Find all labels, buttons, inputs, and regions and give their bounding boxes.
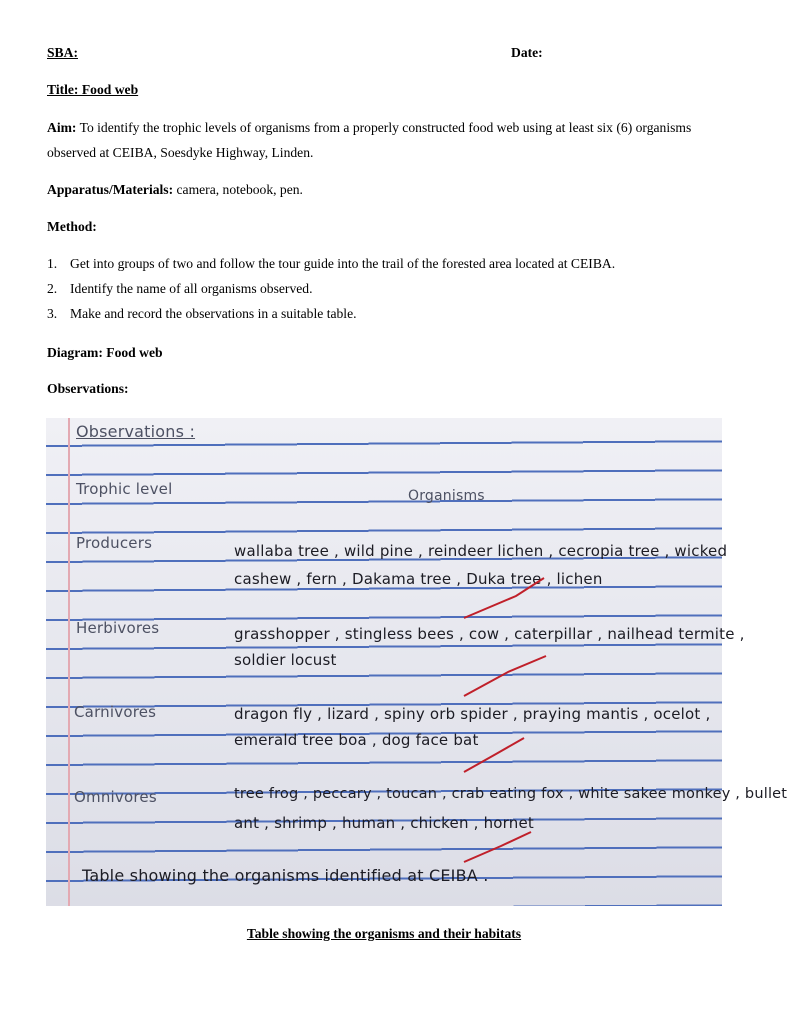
observations-heading: Observations:: [47, 381, 129, 396]
trophic-level-carnivores: Carnivores: [74, 703, 157, 721]
notebook-photo: [46, 418, 787, 906]
apparatus-label: Apparatus/Materials:: [47, 182, 174, 197]
title: Title: Food web: [47, 82, 139, 97]
red-tick-mark: [464, 832, 531, 862]
table-caption: Table showing the organisms and their habitats: [246, 926, 522, 941]
organisms-herbivores-line1: grasshopper , stingless bees , cow , caterpillar , nailhead termite ,: [234, 625, 745, 643]
organisms-producers-line1: wallaba tree , wild pine , reindeer lichen , cecropia tree , wicked: [234, 542, 728, 560]
organisms-carnivores-line1: dragon fly , lizard , spiny orb spider , praying mantis , ocelot ,: [234, 705, 711, 723]
red-ticks-overlay: [46, 418, 722, 906]
trophic-level-herbivores: Herbivores: [76, 619, 160, 637]
notebook-col-organisms: Organisms: [408, 488, 485, 504]
red-tick-mark: [464, 578, 544, 618]
organisms-omnivores-line2: ant , shrimp , human , chicken , hornet: [234, 814, 534, 832]
apparatus-text: camera, notebook, pen.: [173, 182, 303, 197]
method-step: 3. Make and record the observations in a suitable table.: [47, 306, 357, 321]
aim-paragraph: [47, 115, 737, 165]
sba-label: SBA:: [47, 45, 78, 60]
date-label: Date:: [511, 45, 543, 60]
method-list: [47, 251, 615, 326]
trophic-level-producers: Producers: [76, 534, 153, 552]
aim-text: To identify the trophic levels of organisms from a properly constructed food web using at least six (6) organisms observed at CEIBA, Soesdyke Highway, Linden.: [47, 120, 692, 160]
notebook-col-level: Trophic level: [76, 480, 173, 498]
method-heading: Method:: [47, 219, 97, 234]
diagram-heading: Diagram: Food web: [47, 345, 163, 360]
notebook-table-caption: Table showing the organisms identified at CEIBA .: [82, 866, 489, 885]
organisms-omnivores-line1: tree frog , peccary , toucan , crab eating fox , white sakee monkey , bullet: [234, 786, 787, 802]
apparatus-line: [47, 182, 303, 198]
red-tick-mark: [464, 738, 524, 772]
aim-label: Aim:: [47, 120, 77, 135]
red-tick-mark: [464, 656, 546, 696]
method-step: 1. Get into groups of two and follow the tour guide into the trail of the forested area located at CEIBA.: [47, 256, 616, 271]
organisms-herbivores-line2: soldier locust: [234, 651, 337, 669]
method-step: 2. Identify the name of all organisms observed.: [47, 281, 313, 296]
organisms-producers-line2: cashew , fern , Dakama tree , Duka tree , lichen: [234, 570, 603, 588]
organisms-carnivores-line2: emerald tree boa , dog face bat: [234, 731, 479, 749]
notebook-heading: Observations :: [76, 422, 196, 441]
trophic-level-omnivores: Omnivores: [74, 788, 157, 806]
